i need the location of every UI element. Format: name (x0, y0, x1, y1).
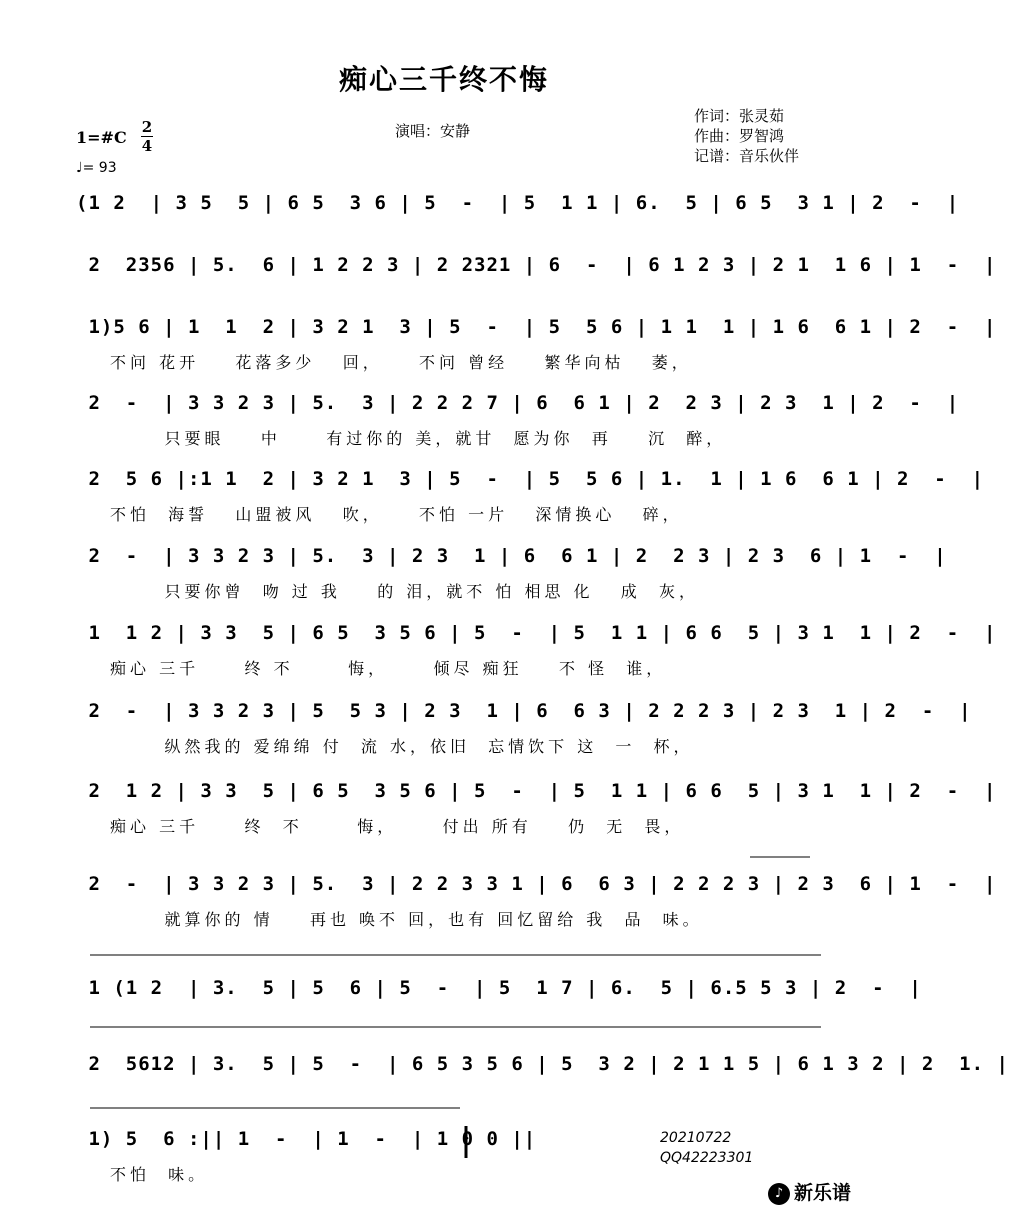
key-signature: 1=#C (76, 128, 127, 147)
notation-line: 2 - | 3 3 2 3 | 5 5 3 | 2 3 1 | 6 6 3 | 2 2 2 3 | 2 3 1 | 2 - | (76, 700, 972, 722)
transcriber-label: 记谱：音乐伙伴 (694, 147, 800, 165)
qq-label: QQ42223301 (660, 1150, 754, 1166)
lyrics-line: 纵然我的 爱绵绵 付 流 水，依旧 忘情饮下 这 一 杯， (110, 737, 694, 756)
lyricist-label: 作词：张灵茹 (694, 107, 785, 125)
page-title: 痴心三千终不悔 (338, 63, 549, 96)
notation-line: 1)5 6 | 1 1 2 | 3 2 1 3 | 5 - | 5 5 6 | 1 1 1 | 1 6 6 1 | 2 - | (76, 316, 997, 338)
notation-line: 1 (1 2 | 3. 5 | 5 6 | 5 - | 5 1 7 | 6. 5 | 6.5 5 3 | 2 - | (76, 977, 922, 999)
date-label: 20210722 (660, 1130, 732, 1146)
notation-line: 2 - | 3 3 2 3 | 5. 3 | 2 3 1 | 6 6 1 | 2 2 3 | 2 3 6 | 1 - | (76, 545, 947, 567)
lyrics-line: 只要眼 中 有过你的 美，就甘 愿为你 再 沉 醉， (110, 429, 727, 448)
notation-line: 2 - | 3 3 2 3 | 5. 3 | 2 2 3 3 1 | 6 6 3 | 2 2 2 3 | 2 3 6 | 1 - | (76, 873, 997, 895)
lyrics-line: 不怕 味。 (110, 1165, 209, 1184)
lyrics-line: 只要你曾 吻 过 我 的 泪，就不 怕 相思 化 成 灰， (110, 582, 699, 601)
notation-line: 2 5 6 |:1 1 2 | 3 2 1 3 | 5 - | 5 5 6 | 1. 1 | 1 6 6 1 | 2 - | (76, 468, 985, 490)
notation-line: 2 5612 | 3. 5 | 5 - | 6 5 3 5 6 | 5 3 2 | 2 1 1 5 | 6 1 3 2 | 2 1. | (76, 1053, 1009, 1075)
lyrics-line: 不怕 海誓 山盟被风 吹， 不怕 一片 深情换心 碎， (110, 505, 683, 524)
lyrics-line: 痴心 三千 终 不 悔， 付出 所有 仍 无 畏， (110, 817, 685, 836)
notation-line: 2 1 2 | 3 3 5 | 6 5 3 5 6 | 5 - | 5 1 1 | 6 6 5 | 3 1 1 | 2 - | (76, 780, 997, 802)
lyrics-line: 痴心 三千 终 不 悔， 倾尽 痴狂 不 怪 谁， (110, 659, 667, 678)
footer-date (660, 1128, 753, 1168)
notation-line: 2 2356 | 5. 6 | 1 2 2 3 | 2 2321 | 6 - | 6 1 2 3 | 2 1 1 6 | 1 - | (76, 254, 997, 276)
singer-label: 演唱：安静 (395, 122, 471, 140)
site-logo: ♪ 新乐谱 (768, 1178, 851, 1205)
music-note-icon: ♪ (768, 1183, 790, 1205)
time-signature-top: 2 (141, 118, 153, 136)
notation-line: 2 - | 3 3 2 3 | 5. 3 | 2 2 2 7 | 6 6 1 | 2 2 3 | 2 3 1 | 2 - | (76, 392, 960, 414)
notation-line: (1 2 | 3 5 5 | 6 5 3 6 | 5 - | 5 1 1 | 6. 5 | 6 5 3 1 | 2 - | (76, 192, 960, 214)
tempo-marking: ♩= 93 (76, 160, 117, 176)
notation-line: 1) 5 6 :|| 1 - | 1 - | 1 0 0 || (76, 1128, 537, 1150)
composer-label: 作曲：罗智鸿 (694, 127, 785, 145)
lyrics-line: 就算你的 情 再也 唤不 回，也有 回忆留给 我 品 味。 (110, 910, 703, 929)
notation-line: 1 1 2 | 3 3 5 | 6 5 3 5 6 | 5 - | 5 1 1 | 6 6 5 | 3 1 1 | 2 - | (76, 622, 997, 644)
quarter-note-icon: ♩ (76, 160, 83, 176)
lyrics-line: 不问 花开 花落多少 回， 不问 曾经 繁华向枯 萎， (110, 353, 692, 372)
time-signature-bottom: 4 (141, 137, 153, 155)
